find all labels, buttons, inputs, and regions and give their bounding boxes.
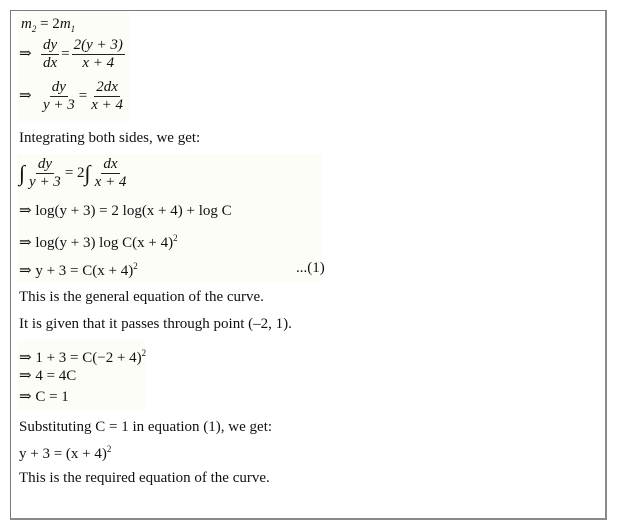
fraction-dy-y3 xyxy=(41,79,77,114)
equation-integral xyxy=(19,156,130,191)
text-general-equation: This is the general equation of the curve. xyxy=(19,289,264,305)
equation-slope-relation xyxy=(21,15,75,38)
numerator: dy xyxy=(51,79,66,95)
expression: y + 3 = (x + 4) xyxy=(19,446,107,462)
equation-result xyxy=(19,444,111,463)
equals: = xyxy=(61,45,70,62)
exponent: 2 xyxy=(141,348,147,358)
text-given-point: It is given that it passes through point (–2, 1). xyxy=(19,316,292,332)
numerator: dy xyxy=(43,37,58,53)
exponent: 2 xyxy=(173,233,178,243)
equation-number: ...(1) xyxy=(296,260,325,276)
solution-frame xyxy=(10,10,607,520)
denominator: x + 4 xyxy=(94,174,127,190)
numerator: 2dx xyxy=(96,79,118,95)
fraction-rhs xyxy=(72,37,125,72)
equals: = xyxy=(78,87,88,104)
expression: ⇒ 1 + 3 = C(−2 + 4) xyxy=(19,350,142,366)
numerator: 2(y + 3) xyxy=(73,37,123,53)
text-integrating: Integrating both sides, we get: xyxy=(19,130,201,146)
expression: ⇒ y + 3 = C(x + 4) xyxy=(19,263,134,279)
text-required-equation: This is the required equation of the curve. xyxy=(19,470,270,486)
equation-4-eq-4c: ⇒ 4 = 4C xyxy=(19,368,77,384)
fraction-dy-dx xyxy=(41,37,59,72)
equation-log-sum: ⇒ log(y + 3) = 2 log(x + 4) + log C xyxy=(19,203,232,219)
equation-general-solution xyxy=(19,257,138,280)
fraction-dx-x4 xyxy=(93,156,129,191)
equation-log-product xyxy=(19,229,178,252)
integral-sign: ∫ xyxy=(84,160,91,186)
denominator: y + 3 xyxy=(29,174,61,190)
fraction-2dx-x4 xyxy=(89,79,125,114)
numerator: dy xyxy=(37,156,52,172)
fraction-dy-y3 xyxy=(27,156,63,191)
exponent: 2 xyxy=(106,444,112,454)
m2-symbol: m xyxy=(21,16,32,32)
equation-dy-dx xyxy=(19,37,127,72)
subscript-2: 2 xyxy=(31,24,37,34)
denominator: x + 4 xyxy=(91,97,124,113)
denominator: dx xyxy=(43,55,58,71)
equation-c-eq-1: ⇒ C = 1 xyxy=(19,389,69,405)
m1-symbol: m xyxy=(59,16,71,32)
text-substituting: Substituting C = 1 in equation (1), we get: xyxy=(19,419,273,435)
equation-separated xyxy=(19,79,127,114)
implies-arrow: ⇒ xyxy=(19,87,32,104)
expression: ⇒ log(y + 3) log C(x + 4) xyxy=(19,235,174,251)
denominator: y + 3 xyxy=(43,97,75,113)
subscript-1: 1 xyxy=(70,24,76,34)
equals-2: = 2 xyxy=(64,164,85,181)
exponent: 2 xyxy=(133,261,138,271)
integral-sign: ∫ xyxy=(19,160,26,186)
denominator: x + 4 xyxy=(82,55,115,71)
equation-substitute-point xyxy=(19,344,146,367)
equals-2: = 2 xyxy=(36,16,60,32)
numerator: dx xyxy=(103,156,118,172)
implies-arrow: ⇒ xyxy=(19,45,32,62)
